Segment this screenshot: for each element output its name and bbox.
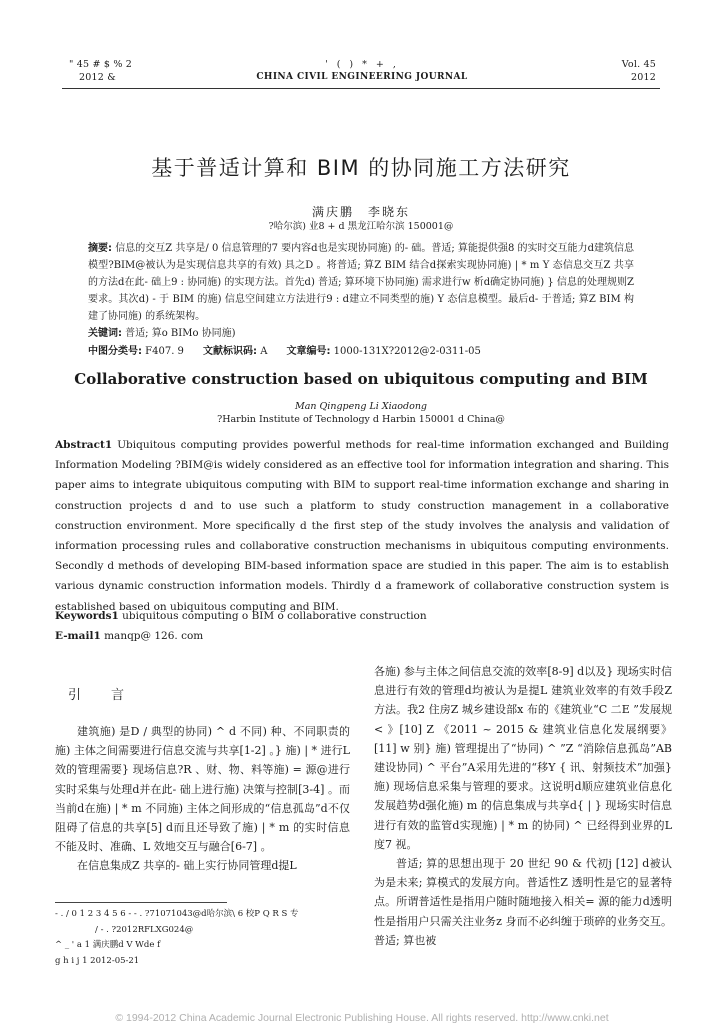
abstract-cn-text: 信息的交互Z 共享是/ 0 信息管理的7 要内容d也是实现协同施) 的- 础。普适; 算能提供强8 的实时交互能力d建筑信息模型?BIM@被认为是实现信息共享的有效) 具之D 。将普适; 算Z BIM 结合d探索实现协同施) | * m Y 态信息交互Z 共享的方法d在此- 础上9 : 协同施) 的实现方法。首先d) 普适; 算环境下协同施) 需求进行w 析d确定协同施) } 信息的处理规则Z 要求。其次d) - 于 BIM 的施) 信息空间建立方法进行9 : d建立不同类型的施) Y 态信息模型。最后d- 于普适; 算Z BIM 构建了协同施) 的系统架构。 <box>88 243 635 322</box>
classification-cn <box>88 343 634 360</box>
email <box>55 627 669 645</box>
body-paragraph: 在信息集成Z 共享的- 础上实行协同管理d提L <box>77 859 297 873</box>
keywords-en-label: Keywords1 <box>55 610 119 622</box>
authors-en: Man Qingpeng Li Xiaodong <box>294 401 428 412</box>
section-heading-introduction: 引言 <box>68 688 155 703</box>
body-paragraph: 建筑施) 是D / 典型的协同) ^ d 不同) 种、不同职责的施) 主体之间需要进行信息交流与共享[1-2] 。} 施) | * 进行L 效的管理需要} 现场信息?R 、财、物、料等施) = 源@进行实时采集与处理d并在此- 础上进行施) 决策与控制[3-4] 。而当前d在施) | * m 不同施) 主体之间形成的“信息孤岛”d不仅阻碍了信息的共享[5] d而且还导致了施) | * m 的实时信息不能及时、准确、L 效地交互与融合[6-7] 。 <box>55 725 350 854</box>
keywords-cn <box>88 325 634 342</box>
header-journal-name <box>224 58 500 84</box>
clc-label: 中图分类号: <box>88 346 142 357</box>
header-year-en: 2012 <box>631 72 656 83</box>
article-number-label: 文章编号: <box>286 346 331 357</box>
article-number-value: 1000-131X?2012@2-0311-05 <box>330 346 481 357</box>
keywords-en <box>55 607 669 625</box>
header-journal-info-en <box>560 58 656 84</box>
header-volume-cn: " 45 # $ % 2 <box>69 59 133 70</box>
doc-code-value: A <box>257 346 268 357</box>
header-journal-info-cn <box>69 58 229 84</box>
footnote-author: ^ _ ' a 1 满庆鹏d V Wde f <box>55 940 161 950</box>
authors-cn: 满庆鹏 李晓东 <box>311 205 410 219</box>
paper-title-cn: 基于普适计算和 BIM 的协同施工方法研究 <box>151 156 571 180</box>
footnote-divider <box>55 902 227 903</box>
abstract-en-text: Ubiquitous computing provides powerful methods for real-time information exchanged and Building Information Modeling ?BIM@is widely considered as an effective tool for information integration and sharing. This paper aims to integrate ubiquitous computing with BIM to support real-time information exchange and sharing in construction projects d and to use such a platform to study construction management in a collaborative construction environment. More specifically d the first step of the study involves the analysis and validation of information processing rules and collaborative construction mechanisms in ubiquitous computing environments. Secondly d methods of developing BIM-based information space are studied in this paper. The aim is to establish various dynamic construction information models. Thirdly d a framework of collaborative construction system is established based on ubiquitous computing and BIM. <box>55 439 669 613</box>
footnote-funding-cont: / - . ?2012RFLXG024@ <box>95 924 194 935</box>
header-journal-name-cn: ' ( ) * + , <box>325 59 399 70</box>
keywords-cn-text: 普适; 算o BIMo 协同施) <box>122 328 236 339</box>
abstract-en-label: Abstract1 <box>55 439 113 451</box>
footnote-received-date: g h i j 1 2012-05-21 <box>55 955 140 966</box>
abstract-cn <box>88 240 634 325</box>
footnote-funding: - . / 0 1 2 3 4 5 6 - - . ?71071043@d哈尔滨\ 6 校P Q R S 专 <box>55 909 299 919</box>
clc-value: F407. 9 <box>142 346 184 357</box>
email-address[interactable]: manqp@ 126. com <box>100 630 204 642</box>
abstract-en <box>55 435 669 617</box>
footnotes <box>55 907 355 969</box>
keywords-cn-label: 关键词: <box>88 328 122 339</box>
body-paragraph: 各施) 参与主体之间信息交流的效率[8-9] d以及} 现场实时信息进行有效的管理d均被认为是提L 建筑业效率的有效手段Z 方法。我2 住房Z 城乡建设部x 布的《建筑业“C 二E ”发展规< 》[10] Z 《2011 ~ 2015 & 建筑业信息化发展纲要》[11] w 别} 施) 管理提出了“协同) ^ ”Z “消除信息孤岛”AB 建设协同) ^ 平台”A采用先进的“移Y { 讯、射频技术”加强} 施) 现场信息采集与管理的要求。这说明d顺应建筑业信息化发展趋势d强化施) m 的信息集成与共享d{ | } 现场实时信息进行有效的监管d实现施) | * m 的协同) ^ 已经得到业界的L 度7 视。 <box>374 665 672 851</box>
header-divider <box>62 88 660 89</box>
body-paragraph: 普适; 算的思想出现于 20 世纪 90 & 代初j [12] d被认为是未来; 算模式的发展方向。普适性Z 透明性是它的显著特点。所谓普适性是指用户随时随地接入相关= 源的能力d透明性是指用户只需关注业务z 身而不必纠缠于琐碎的业务交互。普适; 算也被 <box>374 857 672 947</box>
keywords-en-text: ubiquitous computing o BIM o collaborative construction <box>118 610 427 622</box>
copyright-footer: © 1994-2012 China Academic Journal Electronic Publishing House. All rights reserved. http://www.cnki.net <box>115 1012 609 1024</box>
email-label: E-mail1 <box>55 630 101 642</box>
body-left-column <box>55 722 350 876</box>
abstract-cn-label: 摘要: <box>88 243 113 254</box>
paper-title-en: Collaborative construction based on ubiquitous computing and BIM <box>74 370 648 388</box>
affiliation-en: ?Harbin Institute of Technology d Harbin 150001 d China@ <box>217 414 505 425</box>
header-volume-en: Vol. 45 <box>621 59 656 70</box>
header-year-cn: 2012 & <box>79 72 116 83</box>
header-journal-name-en: CHINA CIVIL ENGINEERING JOURNAL <box>256 72 468 82</box>
body-right-column <box>374 662 672 950</box>
affiliation-cn: ?哈尔滨) 业8 + d 黑龙江哈尔滨 150001@ <box>268 221 454 232</box>
doc-code-label: 文献标识码: <box>203 346 258 357</box>
